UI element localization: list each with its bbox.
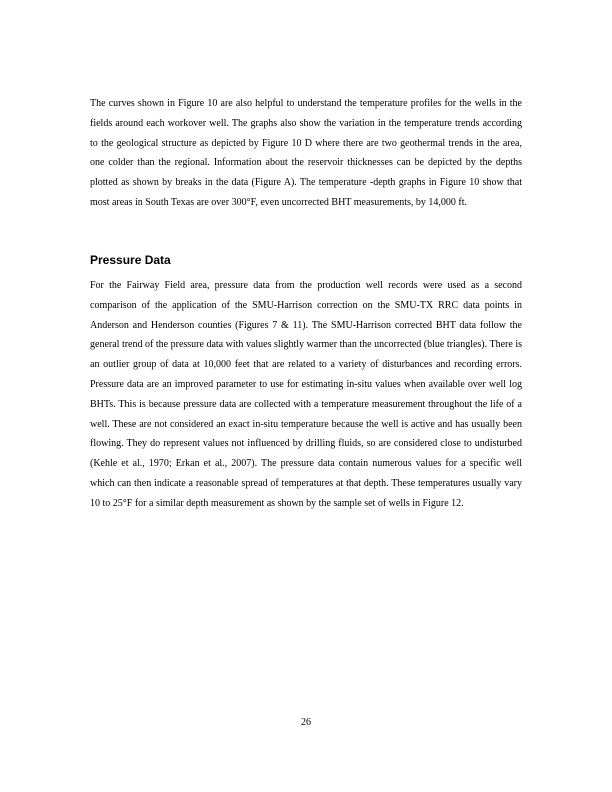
- body-paragraph-pressure-data: For the Fairway Field area, pressure data from the production well records were used as a second comparison of the application of the SMU-Harrison correction on the SMU-TX RRC data points in Anderson and Henderson counties (Figures 7 & 11). The SMU-Harrison corrected BHT data follow the general trend of the pressure data with values slightly warmer than the uncorrected (blue triangles). There is an outlier group of data at 10,000 feet that are related to a variety of disturbances and recording errors. Pressure data are an improved parameter to use for estimating in-situ values when available over well log BHTs. This is because pressure data are collected with a temperature measurement throughout the life of a well. These are not considered an exact in-situ temperature because the well is active and has usually been flowing. They do represent values not influenced by drilling fluids, so are considered close to undisturbed (Kehle et al., 1970; Erkan et al., 2007). The pressure data contain numerous values for a specific well which can then indicate a reasonable spread of temperatures at that depth. These temperatures usually vary 10 to 25°F for a similar depth measurement as shown by the sample set of wells in Figure 12.: [90, 280, 522, 509]
- section-heading-pressure-data: Pressure Data: [90, 253, 171, 267]
- body-paragraph-temperature-curves: The curves shown in Figure 10 are also helpful to understand the temperature profiles for the wells in the fields around each workover well. The graphs also show the variation in the temperature trends according to the geological structure as depicted by Figure 10 D where there are two geothermal trends in the area, one colder than the regional. Information about the reservoir thicknesses can be depicted by the depths plotted as shown by breaks in the data (Figure A). The temperature -depth graphs in Figure 10 show that most areas in South Texas are over 300°F, even uncorrected BHT measurements, by 14,000 ft.: [90, 98, 522, 208]
- page-number: 26: [301, 717, 311, 728]
